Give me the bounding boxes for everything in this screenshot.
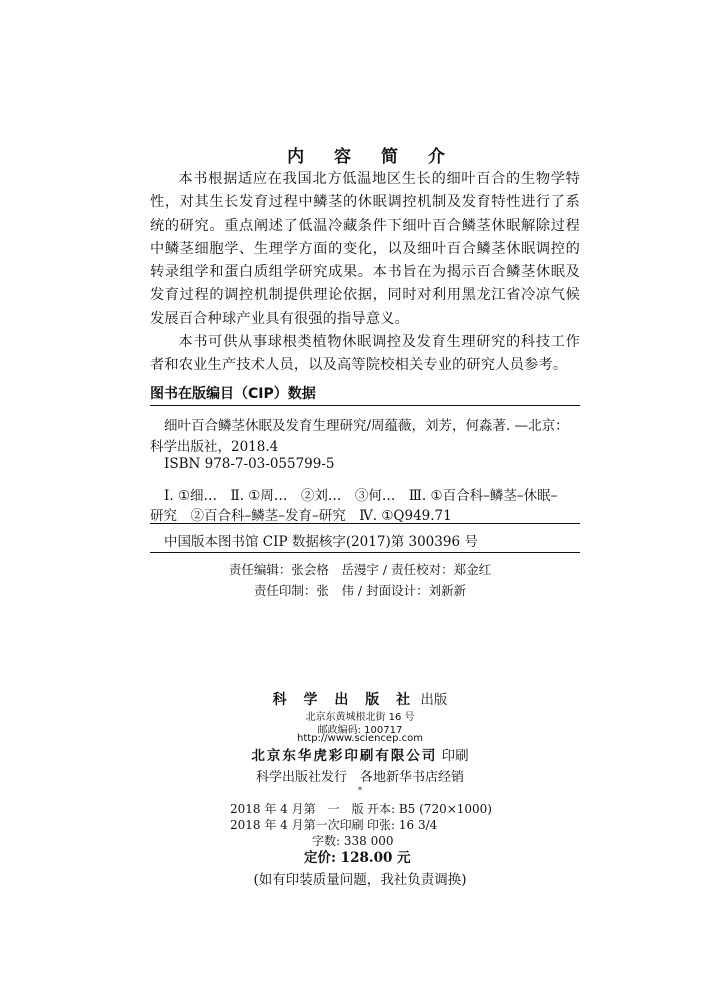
- cip-classification-line-1: Ⅰ. ①细… Ⅱ. ①周… ②刘… ③何… Ⅲ. ①百合科–鳞茎–休眠–: [164, 488, 558, 504]
- cip-divider: [150, 523, 580, 524]
- page-title: 内 容 简 介: [287, 147, 457, 167]
- edition-date: 2018 年 4 月第 一 版: [230, 802, 364, 816]
- cip-heading: 图书在版编目（CIP）数据: [150, 386, 316, 402]
- publisher-website: http://www.sciencep.com: [297, 733, 423, 744]
- printer-name: 北京东华虎彩印刷有限公司: [251, 748, 438, 764]
- publisher-suffix: 出版: [420, 692, 448, 708]
- staff-production-line: 责任印制：张 伟 / 封面设计：刘新新: [253, 583, 467, 598]
- printer-line: [0, 744, 720, 764]
- summary-paragraph-2: 本书可供从事球根类植物休眠调控及发育生理研究的科技工作者和农业生产技术人员，以及高等院校相关专业的研究人员参考。: [150, 334, 580, 374]
- distribution-line: 科学出版社发行 各地新华书店经销: [255, 770, 464, 785]
- printer-suffix: 印刷: [441, 748, 469, 764]
- summary-section: [150, 168, 580, 378]
- cip-classification-line-2: 研究 ②百合科–鳞茎–发育–研究 Ⅳ. ①Q949.71: [150, 508, 452, 524]
- publisher-name: 科 学 出 版 社: [272, 692, 417, 708]
- summary-paragraph-1: 本书根据适应在我国北方低温地区生长的细叶百合的生物学特性，对其生长发育过程中鳞茎的休眠调控机制及发育特性进行了系统的研究。重点阐述了低温冷藏条件下细叶百合鳞茎休眠解除过程中鳞茎细胞学、生理学方面的变化，以及细叶百合鳞茎休眠调控的转录组学和蛋白质组学研究成果。本书旨在为揭示百合鳞茎休眠及发育过程的调控机制提供理论依据，同时对利用黑龙江省冷凉气候发展百合种球产业具有很强的指导意义。: [150, 171, 580, 327]
- price: 定价: 128.00 元: [304, 850, 411, 866]
- book-format: 开本: B5 (720×1000): [367, 802, 492, 816]
- cip-title-line-2: 科学出版社，2018.4: [150, 439, 279, 455]
- print-date: 2018 年 4 月第一次印刷: [230, 818, 364, 832]
- cip-approval-number: 中国版本图书馆 CIP 数据核字(2017)第 300396 号: [164, 534, 478, 550]
- cip-title-line-1: 细叶百合鳞茎休眠及发育生理研究/周蕴薇，刘芳，何淼著. —北京：: [164, 418, 569, 434]
- separator-mark: *: [358, 786, 362, 795]
- publisher-address: 北京东黄城根北街 16 号: [305, 712, 415, 723]
- cip-data-box: [150, 405, 580, 553]
- cip-isbn: ISBN 978-7-03-055799-5: [164, 456, 335, 472]
- publisher-postcode: 邮政编码: 100717: [317, 725, 403, 736]
- publisher-line: [0, 688, 720, 709]
- staff-editors-line: 责任编辑：张会格 岳漫宇 / 责任校对：郑金红: [228, 562, 492, 577]
- word-count: 字数: 338 000: [312, 834, 394, 848]
- quality-note: (如有印装质量问题，我社负责调换): [253, 872, 467, 888]
- print-sheets: 印张: 16 3/4: [367, 818, 438, 832]
